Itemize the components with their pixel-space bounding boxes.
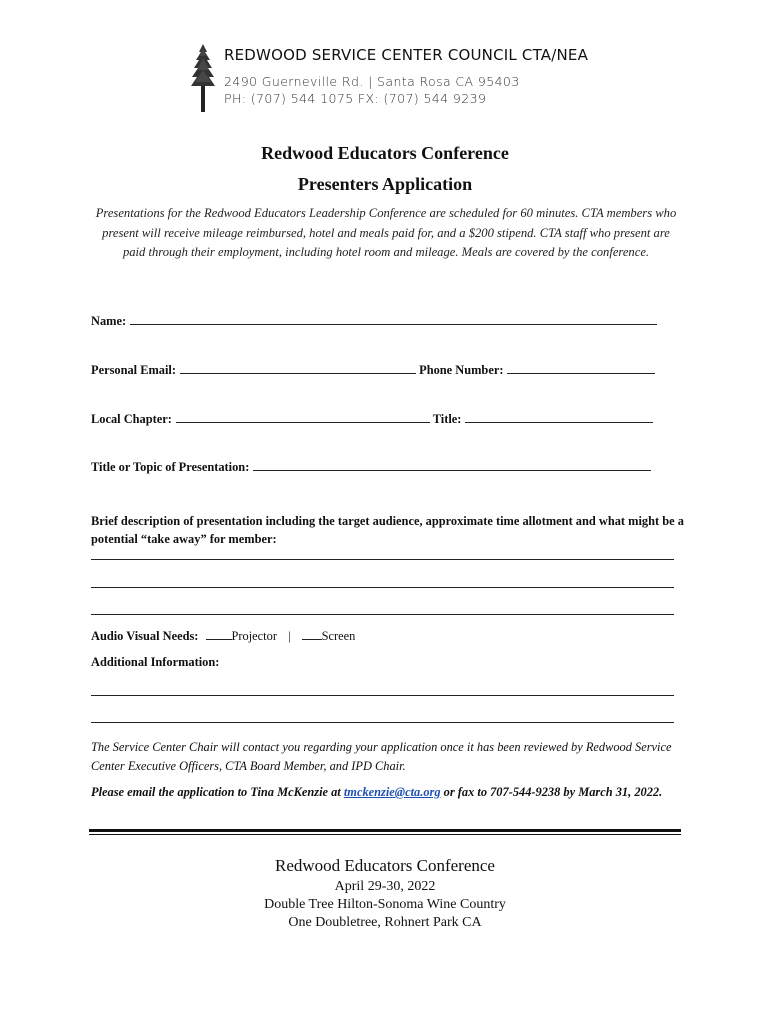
email-phone-row bbox=[91, 362, 655, 378]
intro-paragraph: Presentations for the Redwood Educators Leadership Conference are scheduled for 60 minutes. CTA members who present will receive mileage reimbursed, hotel and meals paid for, and a $200 stipend. CTA staff who present are paid through their employment, including hotel room and mileage. Meals are covered by the conference. bbox=[95, 206, 677, 259]
chair-note: The Service Center Chair will contact you regarding your application once it has been reviewed by Redwood Service Center Executive Officers, CTA Board Member, and IPD Chair. bbox=[91, 740, 672, 773]
chapter-title-row bbox=[91, 411, 653, 427]
personal-email-blank[interactable] bbox=[180, 362, 416, 374]
phone-number-label: Phone Number: bbox=[419, 363, 504, 377]
footer-address: One Doubletree, Rohnert Park CA bbox=[288, 915, 482, 930]
title-label: Title: bbox=[432, 412, 462, 426]
phone-number-blank[interactable] bbox=[507, 362, 655, 374]
local-chapter-blank[interactable] bbox=[176, 411, 430, 423]
name-label: Name: bbox=[91, 314, 127, 328]
local-chapter-label: Local Chapter: bbox=[91, 412, 172, 426]
redwood-tree-logo bbox=[188, 44, 218, 112]
additional-info-label: Additional Information: bbox=[91, 655, 220, 669]
name-field-row bbox=[91, 313, 657, 329]
footer-event-name: Redwood Educators Conference bbox=[275, 856, 495, 875]
additional-info-line-1[interactable] bbox=[91, 695, 674, 696]
email-note-after: or fax to 707-544-9238 by March 31, 2022. bbox=[440, 785, 663, 799]
document-subtitle: Presenters Application bbox=[297, 174, 473, 194]
email-instructions bbox=[91, 783, 691, 802]
audio-visual-label: Audio Visual Needs: bbox=[91, 629, 199, 643]
footer-venue: Double Tree Hilton-Sonoma Wine Country bbox=[264, 897, 506, 912]
letterhead bbox=[188, 44, 588, 112]
topic-blank[interactable] bbox=[253, 459, 651, 471]
screen-option: Screen bbox=[321, 629, 356, 643]
projector-blank[interactable] bbox=[206, 628, 232, 640]
name-blank[interactable] bbox=[130, 313, 657, 325]
letterhead-org-name: REDWOOD SERVICE CENTER COUNCIL CTA/NEA bbox=[224, 46, 589, 64]
footer-dates: April 29-30, 2022 bbox=[334, 879, 436, 894]
footer-divider-thick bbox=[89, 829, 681, 832]
description-line-2[interactable] bbox=[91, 587, 674, 588]
projector-option: Projector bbox=[231, 629, 277, 643]
additional-info-line-2[interactable] bbox=[91, 722, 674, 723]
title-blank[interactable] bbox=[465, 411, 653, 423]
letterhead-address: 2490 Guerneville Rd. | Santa Rosa CA 95403 bbox=[224, 74, 520, 89]
topic-label: Title or Topic of Presentation: bbox=[91, 460, 250, 474]
email-note-before: Please email the application to Tina McKenzie at bbox=[91, 785, 344, 799]
personal-email-label: Personal Email: bbox=[91, 363, 177, 377]
email-link[interactable]: tmckenzie@cta.org bbox=[343, 785, 441, 799]
description-prompt: Brief description of presentation including the target audience, approximate time allotment and what might be a potential “take away” for member: bbox=[91, 514, 684, 546]
description-line-3[interactable] bbox=[91, 614, 674, 615]
description-line-1[interactable] bbox=[91, 559, 674, 560]
document-title: Redwood Educators Conference bbox=[261, 143, 509, 163]
footer-divider-thin bbox=[89, 834, 681, 835]
letterhead-phone-fax: PH: (707) 544 1075 FX: (707) 544 9239 bbox=[224, 91, 487, 106]
audio-visual-row bbox=[91, 628, 355, 644]
screen-blank[interactable] bbox=[302, 628, 322, 640]
topic-row bbox=[91, 459, 651, 475]
option-separator: | bbox=[288, 629, 291, 643]
